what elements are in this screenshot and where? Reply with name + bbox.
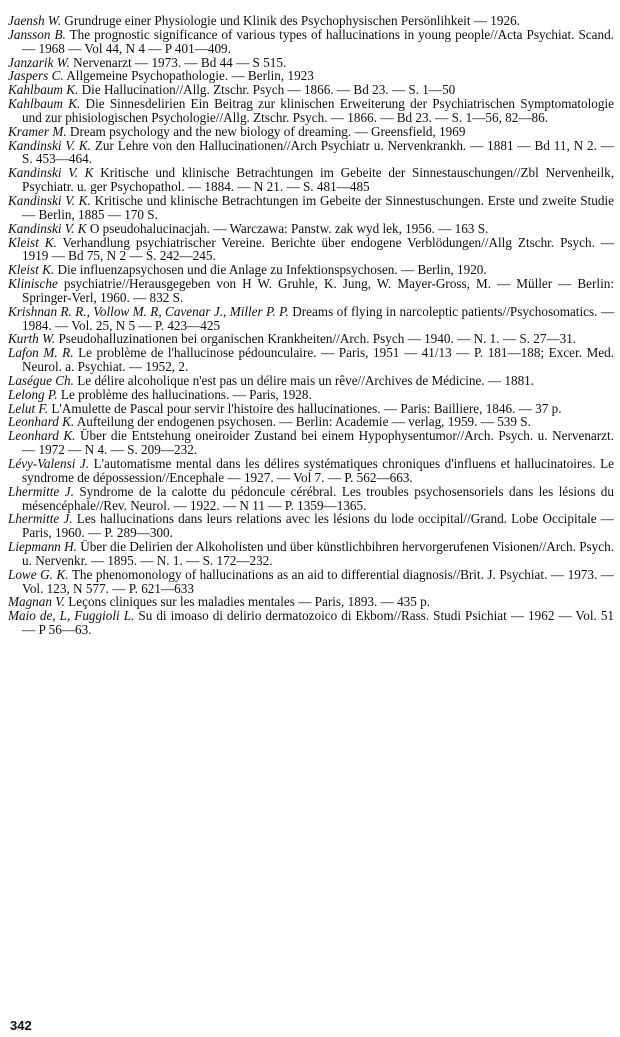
- reference-author: Lafon M. R.: [8, 345, 74, 361]
- reference-text: Su di imoaso di delirio dermatozoico di Ekbom//Rass. Studi Psichiat — 1962 — Vol. 51 — P 56—63.: [22, 608, 615, 638]
- reference-text: Les hallucinations dans leurs relations avec les lésions du lode occipital//Grand. Lobe Occipitale — Paris, 1960. — P. 289—300.: [22, 511, 614, 541]
- reference-entry: [8, 568, 614, 596]
- reference-author: Kahlbaum K.: [8, 82, 79, 98]
- reference-author: Kahlbaum K.: [8, 96, 81, 112]
- reference-author: Lhermitte J.: [8, 511, 73, 527]
- reference-text: Verhandlung psychiatrischer Vereine. Berichte über endogene Verblödungen//Allg Ztschr. Psych. — 1919 — Bd 75, N 2 — S. 242—245.: [22, 234, 615, 264]
- reference-text: Syndrome de la calotte du pédoncule cérébral. Les troubles psychosensoriels dans les lésions du mésencéphale//Rev. Neurol. — 1922. — N 11 — P. 1359—1365.: [22, 483, 614, 513]
- reference-text: Nervenarzt — 1973. — Bd 44 — S 515.: [73, 54, 287, 70]
- reference-author: Lelong P.: [8, 386, 58, 402]
- reference-text: Grundruge einer Physiologie und Klinik des Psychophysischen Persönlihkeit — 1926.: [64, 13, 520, 28]
- reference-text: psychiatrie//Herausgegeben von H W. Gruhle, K. Jung, W. Mayer-Gross, M. — Müller — Berlin: Springer-Verl, 1960. — 832 S.: [22, 276, 615, 305]
- reference-author: Kleist K.: [8, 234, 57, 250]
- reference-entry: [8, 402, 614, 416]
- reference-text: Le problème des hallucinations. — Paris, 1928.: [60, 386, 312, 402]
- reference-entry: [8, 540, 614, 568]
- reference-entry: [8, 28, 614, 56]
- reference-text: Allgemeine Psychopathologie. — Berlin, 1923: [66, 68, 314, 84]
- reference-text: Aufteilung der endogenen psychosen. — Berlin: Academie — verlag, 1959. — 539 S.: [76, 414, 531, 430]
- reference-entry: [8, 83, 614, 97]
- reference-author: Maio de, L, Fuggioli L.: [8, 608, 135, 624]
- reference-author: Jaensh W.: [8, 13, 61, 28]
- reference-entry: [8, 512, 614, 540]
- reference-text: The phenomonology of hallucinations as an aid to differential diagnosis//Brit. J. Psychiat. — 1973. — Vol. 123, N 577. — P. 621—633: [22, 566, 614, 596]
- reference-text: Le problème de l'hallucinose pédounculaire. — Paris, 1951 — 41/13 — P. 181—188; Excer. Med. Neurol. a. Psychiat. — 1952, 2.: [22, 345, 615, 375]
- reference-author: Lelut F.: [8, 400, 49, 416]
- reference-entry: [8, 14, 614, 28]
- reference-text: Kritische und klinische Betrachtungen im Gebeite der Sinnestauschungen//Zbl Nervenheilk, Psychiatr. u. ger Psychopathol. — 1884. — N 21. — S. 481—485: [22, 165, 614, 195]
- reference-text: Pseudohalluzinationen bei organischen Krankheiten//Arch. Psych — 1940. — N. 1. — S. 27—31.: [58, 331, 577, 347]
- reference-entry: [8, 139, 614, 167]
- reference-text: The prognostic significance of various types of hallucinations in young people//Acta Psychiat. Scand. — 1968 — Vol 44, N 4 — P 401—409.: [22, 26, 614, 56]
- reference-text: L'Amulette de Pascal pour servir l'histoire des hallucinationes. — Paris: Bailliere, 1846. — 37 p.: [51, 400, 562, 416]
- reference-entry: [8, 595, 614, 609]
- reference-entry: [8, 332, 614, 346]
- reference-text: Über die Entstehung oneiroider Zustand bei einem Hypophysentumor//Arch. Psych. u. Nervenarzt. — 1972 — N 4. — S. 209—232.: [22, 428, 614, 458]
- reference-author: Kandinski V. K.: [8, 137, 91, 153]
- reference-text: Le délire alcoholique n'est pas un délire mais un rêve//Archives de Médicine. — 1881.: [77, 372, 535, 388]
- reference-author: Leonhard K.: [8, 428, 76, 444]
- reference-text: O pseudohalucinacjah. — Warczawa: Panstw. zak wyd lek, 1956. — 163 S.: [89, 220, 489, 236]
- page-number: 342: [10, 1018, 32, 1033]
- reference-entry: [8, 388, 614, 402]
- reference-author: Jaspers C.: [8, 68, 64, 84]
- reference-text: Die Sinnesdelirien Ein Beitrag zur klinischen Erweiterung der Psychiatrischen Symptomatologie und zur phisiologischen Psychologie//Allg. Ztschr. Psych. — 1866. — Bd 23. — S. 1—56, 82—86.: [22, 96, 614, 125]
- reference-text: Kritische und klinische Betrachtungen im Gebeite der Sinnestuschungen. Erste und zweite Studie — Berlin, 1885 — 170 S.: [22, 192, 615, 222]
- reference-entry: [8, 194, 614, 222]
- reference-author: Klinische: [8, 276, 58, 292]
- reference-author: Kramer M.: [8, 123, 67, 139]
- reference-entry: [8, 429, 614, 457]
- reference-text: Über die Delirien der Alkoholisten und über künstlichbihren hervorgerufenen Visionen//Arch. Psych. u. Nervenkr. — 1895. — N. 1. — S. 172—232.: [22, 539, 614, 568]
- reference-text: Dream psychology and the new biology of dreaming. — Greensfield, 1969: [69, 123, 466, 139]
- reference-author: Kurth W.: [8, 331, 56, 347]
- reference-author: Krishnan R. R., Vollow M. R, Cavenar J., Miller P. P.: [8, 303, 289, 319]
- reference-entry: [8, 277, 614, 305]
- reference-entry: [8, 263, 614, 277]
- reference-entry: [8, 485, 614, 513]
- reference-text: Zur Lehre von den Hallucinationen//Arch Psychiatr u. Nervenkrankh. — 1881 — Bd 11, N 2. — S. 453—464.: [22, 137, 614, 167]
- reference-entry: [8, 222, 614, 236]
- reference-entry: [8, 56, 614, 70]
- reference-author: Lévy-Valensi J.: [8, 456, 90, 471]
- reference-text: Dreams of flying in narcoleptic patients//Psychosomatics. — 1984. — Vol. 25, N 5 — P. 423—425: [22, 303, 615, 333]
- reference-author: Liepmann H.: [8, 539, 77, 555]
- reference-entry: [8, 415, 614, 429]
- reference-text: Leçons cliniques sur les maladies mentales — Paris, 1893. — 435 p.: [68, 594, 431, 610]
- reference-entry: [8, 125, 614, 139]
- reference-author: Lhermitte J.: [8, 483, 74, 499]
- reference-list: [8, 14, 614, 637]
- reference-author: Leonhard K.: [8, 414, 75, 430]
- reference-author: Kandinski V. K.: [8, 192, 91, 208]
- reference-author: Lowe G. K.: [8, 566, 69, 582]
- reference-entry: [8, 609, 614, 637]
- reference-text: Die influenzapsychosen und die Anlage zu Infektionspsychosen. — Berlin, 1920.: [57, 262, 487, 278]
- reference-text: Die Hallucination//Allg. Ztschr. Psych — 1866. — Bd 23. — S. 1—50: [81, 82, 456, 98]
- reference-entry: [8, 166, 614, 194]
- reference-entry: [8, 346, 614, 374]
- reference-entry: [8, 236, 614, 264]
- reference-author: Kandinski V. K: [8, 220, 87, 236]
- reference-entry: [8, 457, 614, 485]
- reference-entry: [8, 374, 614, 388]
- reference-author: Janzarik W.: [8, 54, 70, 70]
- reference-entry: [8, 69, 614, 83]
- reference-author: Laségue Ch.: [8, 372, 74, 388]
- reference-entry: [8, 97, 614, 125]
- reference-author: Magnan V.: [8, 594, 65, 610]
- reference-entry: [8, 305, 614, 333]
- reference-author: Kandinski V. K: [8, 165, 94, 181]
- reference-text: L'automatisme mental dans les délires systématiques chroniques d'influens et hallucinatoires. Le syndrome de dépossession//Encephale — 1927. — Vol 7. — P. 562—663.: [22, 456, 615, 485]
- reference-author: Jansson B.: [8, 26, 66, 42]
- reference-author: Kleist K.: [8, 262, 55, 278]
